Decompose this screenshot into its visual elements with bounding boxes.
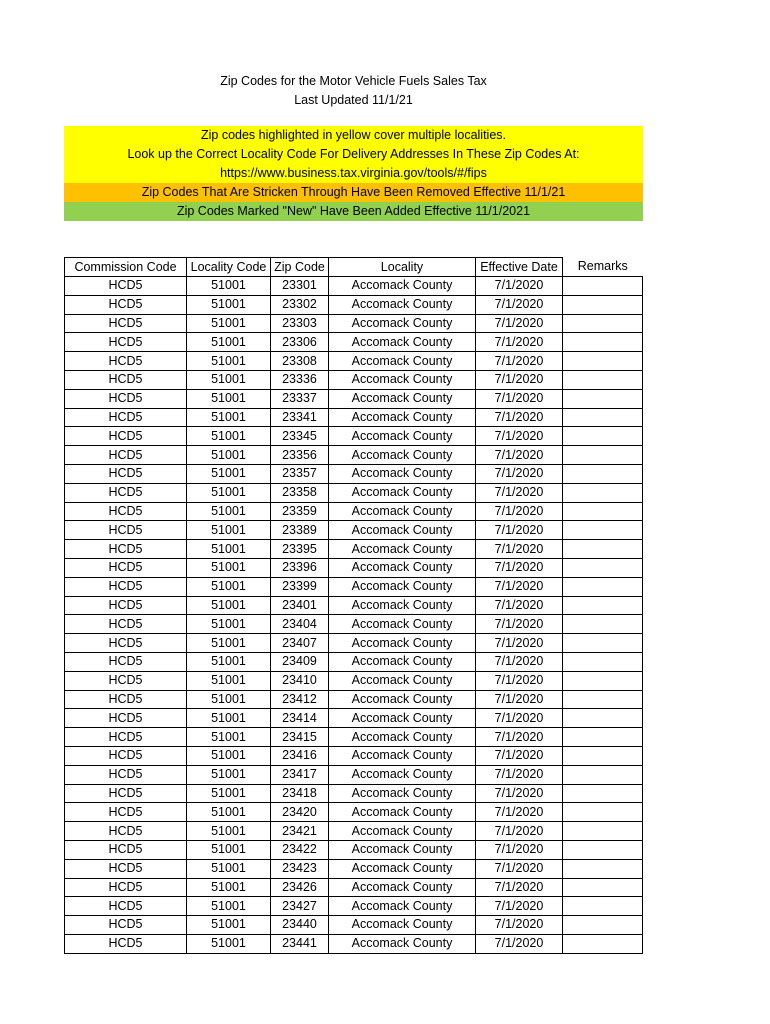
locality-code-cell: 51001 <box>187 671 271 690</box>
locality-cell: Accomack County <box>329 878 476 897</box>
effective-date-cell: 7/1/2020 <box>476 803 563 822</box>
locality-cell: Accomack County <box>329 540 476 559</box>
remarks-cell <box>563 822 643 841</box>
commission-code-cell: HCD5 <box>65 558 187 577</box>
table-row <box>65 577 643 596</box>
document-title: Zip Codes for the Motor Vehicle Fuels Sales Tax <box>220 74 487 88</box>
table-row <box>65 784 643 803</box>
zip-code-cell: 23396 <box>271 558 329 577</box>
effective-date-cell: 7/1/2020 <box>476 333 563 352</box>
remarks-cell <box>563 314 643 333</box>
column-header: Effective Date <box>476 258 563 277</box>
remarks-cell <box>563 483 643 502</box>
orange-notice-banner: Zip Codes That Are Stricken Through Have Been Removed Effective 11/1/21 <box>64 183 643 202</box>
zip-code-cell: 23415 <box>271 728 329 747</box>
zip-code-cell: 23341 <box>271 408 329 427</box>
locality-code-cell: 51001 <box>187 314 271 333</box>
table-row <box>65 521 643 540</box>
effective-date-cell: 7/1/2020 <box>476 352 563 371</box>
locality-cell: Accomack County <box>329 596 476 615</box>
commission-code-cell: HCD5 <box>65 803 187 822</box>
commission-code-cell: HCD5 <box>65 916 187 935</box>
commission-code-cell: HCD5 <box>65 483 187 502</box>
remarks-cell <box>563 502 643 521</box>
locality-code-cell: 51001 <box>187 897 271 916</box>
locality-code-cell: 51001 <box>187 352 271 371</box>
remarks-cell <box>563 878 643 897</box>
table-row <box>65 370 643 389</box>
remarks-cell <box>563 765 643 784</box>
table-row <box>65 502 643 521</box>
locality-code-cell: 51001 <box>187 295 271 314</box>
remarks-cell <box>563 671 643 690</box>
commission-code-cell: HCD5 <box>65 352 187 371</box>
locality-code-cell: 51001 <box>187 765 271 784</box>
effective-date-cell: 7/1/2020 <box>476 389 563 408</box>
table-row <box>65 352 643 371</box>
effective-date-cell: 7/1/2020 <box>476 916 563 935</box>
commission-code-cell: HCD5 <box>65 596 187 615</box>
remarks-cell <box>563 690 643 709</box>
locality-code-cell: 51001 <box>187 596 271 615</box>
zip-code-cell: 23417 <box>271 765 329 784</box>
locality-cell: Accomack County <box>329 446 476 465</box>
locality-cell: Accomack County <box>329 784 476 803</box>
table-row <box>65 408 643 427</box>
column-header: Zip Code <box>271 258 329 277</box>
commission-code-cell: HCD5 <box>65 408 187 427</box>
commission-code-cell: HCD5 <box>65 671 187 690</box>
table-row <box>65 540 643 559</box>
commission-code-cell: HCD5 <box>65 652 187 671</box>
zip-code-cell: 23301 <box>271 277 329 296</box>
table-row <box>65 652 643 671</box>
zip-code-cell: 23358 <box>271 483 329 502</box>
table-row <box>65 615 643 634</box>
effective-date-cell: 7/1/2020 <box>476 577 563 596</box>
locality-cell: Accomack County <box>329 840 476 859</box>
commission-code-cell: HCD5 <box>65 822 187 841</box>
effective-date-cell: 7/1/2020 <box>476 277 563 296</box>
locality-cell: Accomack County <box>329 934 476 953</box>
commission-code-cell: HCD5 <box>65 746 187 765</box>
locality-cell: Accomack County <box>329 333 476 352</box>
remarks-cell <box>563 840 643 859</box>
zip-code-cell: 23303 <box>271 314 329 333</box>
remarks-cell <box>563 333 643 352</box>
remarks-cell <box>563 709 643 728</box>
locality-cell: Accomack County <box>329 277 476 296</box>
locality-cell: Accomack County <box>329 822 476 841</box>
remarks-cell <box>563 596 643 615</box>
locality-cell: Accomack County <box>329 464 476 483</box>
effective-date-cell: 7/1/2020 <box>476 859 563 878</box>
locality-code-cell: 51001 <box>187 634 271 653</box>
effective-date-cell: 7/1/2020 <box>476 502 563 521</box>
locality-cell: Accomack County <box>329 652 476 671</box>
locality-code-cell: 51001 <box>187 728 271 747</box>
commission-code-cell: HCD5 <box>65 615 187 634</box>
zip-code-cell: 23426 <box>271 878 329 897</box>
locality-cell: Accomack County <box>329 897 476 916</box>
locality-code-cell: 51001 <box>187 916 271 935</box>
locality-code-cell: 51001 <box>187 502 271 521</box>
locality-code-cell: 51001 <box>187 577 271 596</box>
table-row <box>65 746 643 765</box>
locality-code-cell: 51001 <box>187 540 271 559</box>
remarks-cell <box>563 859 643 878</box>
locality-code-cell: 51001 <box>187 934 271 953</box>
effective-date-cell: 7/1/2020 <box>476 765 563 784</box>
commission-code-cell: HCD5 <box>65 634 187 653</box>
zip-code-cell: 23414 <box>271 709 329 728</box>
commission-code-cell: HCD5 <box>65 878 187 897</box>
locality-code-cell: 51001 <box>187 840 271 859</box>
effective-date-cell: 7/1/2020 <box>476 596 563 615</box>
locality-cell: Accomack County <box>329 916 476 935</box>
locality-code-cell: 51001 <box>187 615 271 634</box>
commission-code-cell: HCD5 <box>65 540 187 559</box>
effective-date-cell: 7/1/2020 <box>476 370 563 389</box>
locality-code-cell: 51001 <box>187 277 271 296</box>
table-row <box>65 483 643 502</box>
column-header: Locality Code <box>187 258 271 277</box>
zip-code-cell: 23422 <box>271 840 329 859</box>
locality-code-cell: 51001 <box>187 652 271 671</box>
locality-cell: Accomack County <box>329 634 476 653</box>
zip-code-cell: 23412 <box>271 690 329 709</box>
table-row <box>65 314 643 333</box>
commission-code-cell: HCD5 <box>65 577 187 596</box>
zip-code-cell: 23306 <box>271 333 329 352</box>
locality-code-cell: 51001 <box>187 859 271 878</box>
locality-code-cell: 51001 <box>187 746 271 765</box>
commission-code-cell: HCD5 <box>65 784 187 803</box>
remarks-cell <box>563 521 643 540</box>
commission-code-cell: HCD5 <box>65 446 187 465</box>
yellow-notice-line: Zip codes highlighted in yellow cover multiple localities. <box>200 128 506 142</box>
effective-date-cell: 7/1/2020 <box>476 464 563 483</box>
effective-date-cell: 7/1/2020 <box>476 314 563 333</box>
table-body <box>65 277 643 954</box>
locality-code-cell: 51001 <box>187 464 271 483</box>
locality-code-cell: 51001 <box>187 389 271 408</box>
commission-code-cell: HCD5 <box>65 295 187 314</box>
commission-code-cell: HCD5 <box>65 521 187 540</box>
column-header: Remarks <box>563 258 643 277</box>
remarks-cell <box>563 446 643 465</box>
effective-date-cell: 7/1/2020 <box>476 897 563 916</box>
table-header-row <box>65 258 643 277</box>
effective-date-cell: 7/1/2020 <box>476 709 563 728</box>
locality-cell: Accomack County <box>329 859 476 878</box>
effective-date-cell: 7/1/2020 <box>476 634 563 653</box>
table-row <box>65 333 643 352</box>
table-row <box>65 427 643 446</box>
table-row <box>65 558 643 577</box>
commission-code-cell: HCD5 <box>65 314 187 333</box>
remarks-cell <box>563 916 643 935</box>
fips-lookup-link[interactable]: https://www.business.tax.virginia.gov/tools/#/fips <box>220 166 487 180</box>
commission-code-cell: HCD5 <box>65 370 187 389</box>
remarks-cell <box>563 408 643 427</box>
table-row <box>65 822 643 841</box>
remarks-cell <box>563 295 643 314</box>
locality-cell: Accomack County <box>329 502 476 521</box>
zip-code-table <box>64 257 643 954</box>
effective-date-cell: 7/1/2020 <box>476 615 563 634</box>
zip-code-cell: 23441 <box>271 934 329 953</box>
effective-date-cell: 7/1/2020 <box>476 784 563 803</box>
remarks-cell <box>563 634 643 653</box>
locality-code-cell: 51001 <box>187 370 271 389</box>
locality-cell: Accomack County <box>329 314 476 333</box>
locality-code-cell: 51001 <box>187 784 271 803</box>
locality-cell: Accomack County <box>329 803 476 822</box>
effective-date-cell: 7/1/2020 <box>476 746 563 765</box>
effective-date-cell: 7/1/2020 <box>476 822 563 841</box>
yellow-notice-line: Look up the Correct Locality Code For Delivery Addresses In These Zip Codes At: <box>127 147 580 161</box>
zip-code-cell: 23399 <box>271 577 329 596</box>
effective-date-cell: 7/1/2020 <box>476 878 563 897</box>
zip-code-cell: 23427 <box>271 897 329 916</box>
locality-code-cell: 51001 <box>187 803 271 822</box>
effective-date-cell: 7/1/2020 <box>476 840 563 859</box>
zip-code-cell: 23336 <box>271 370 329 389</box>
remarks-cell <box>563 352 643 371</box>
locality-cell: Accomack County <box>329 746 476 765</box>
commission-code-cell: HCD5 <box>65 934 187 953</box>
locality-cell: Accomack County <box>329 558 476 577</box>
locality-cell: Accomack County <box>329 615 476 634</box>
table-row <box>65 446 643 465</box>
locality-code-cell: 51001 <box>187 483 271 502</box>
remarks-cell <box>563 558 643 577</box>
table-row <box>65 878 643 897</box>
effective-date-cell: 7/1/2020 <box>476 483 563 502</box>
zip-code-cell: 23404 <box>271 615 329 634</box>
remarks-cell <box>563 370 643 389</box>
yellow-notice-banner <box>64 126 643 183</box>
zip-code-cell: 23409 <box>271 652 329 671</box>
commission-code-cell: HCD5 <box>65 690 187 709</box>
commission-code-cell: HCD5 <box>65 389 187 408</box>
remarks-cell <box>563 464 643 483</box>
locality-cell: Accomack County <box>329 690 476 709</box>
table-row <box>65 671 643 690</box>
table-row <box>65 389 643 408</box>
commission-code-cell: HCD5 <box>65 427 187 446</box>
zip-code-cell: 23359 <box>271 502 329 521</box>
table-row <box>65 840 643 859</box>
zip-code-cell: 23440 <box>271 916 329 935</box>
zip-code-cell: 23416 <box>271 746 329 765</box>
table-row <box>65 765 643 784</box>
zip-code-cell: 23337 <box>271 389 329 408</box>
locality-cell: Accomack County <box>329 709 476 728</box>
zip-code-cell: 23423 <box>271 859 329 878</box>
commission-code-cell: HCD5 <box>65 897 187 916</box>
locality-cell: Accomack County <box>329 408 476 427</box>
locality-code-cell: 51001 <box>187 333 271 352</box>
table-row <box>65 277 643 296</box>
commission-code-cell: HCD5 <box>65 277 187 296</box>
locality-code-cell: 51001 <box>187 878 271 897</box>
table-row <box>65 859 643 878</box>
remarks-cell <box>563 277 643 296</box>
locality-cell: Accomack County <box>329 577 476 596</box>
zip-code-cell: 23389 <box>271 521 329 540</box>
commission-code-cell: HCD5 <box>65 728 187 747</box>
locality-code-cell: 51001 <box>187 446 271 465</box>
locality-cell: Accomack County <box>329 483 476 502</box>
effective-date-cell: 7/1/2020 <box>476 690 563 709</box>
locality-cell: Accomack County <box>329 521 476 540</box>
remarks-cell <box>563 577 643 596</box>
commission-code-cell: HCD5 <box>65 464 187 483</box>
locality-code-cell: 51001 <box>187 822 271 841</box>
zip-code-cell: 23345 <box>271 427 329 446</box>
commission-code-cell: HCD5 <box>65 840 187 859</box>
table-row <box>65 295 643 314</box>
commission-code-cell: HCD5 <box>65 765 187 784</box>
effective-date-cell: 7/1/2020 <box>476 521 563 540</box>
effective-date-cell: 7/1/2020 <box>476 295 563 314</box>
locality-cell: Accomack County <box>329 728 476 747</box>
effective-date-cell: 7/1/2020 <box>476 408 563 427</box>
column-header: Locality <box>329 258 476 277</box>
zip-code-cell: 23308 <box>271 352 329 371</box>
zip-code-cell: 23410 <box>271 671 329 690</box>
commission-code-cell: HCD5 <box>65 859 187 878</box>
effective-date-cell: 7/1/2020 <box>476 934 563 953</box>
document-header <box>0 72 707 110</box>
table-row <box>65 897 643 916</box>
last-updated: Last Updated 11/1/21 <box>294 93 413 107</box>
locality-code-cell: 51001 <box>187 709 271 728</box>
remarks-cell <box>563 652 643 671</box>
green-notice-banner: Zip Codes Marked "New" Have Been Added Effective 11/1/2021 <box>64 202 643 221</box>
locality-cell: Accomack County <box>329 389 476 408</box>
commission-code-cell: HCD5 <box>65 333 187 352</box>
remarks-cell <box>563 746 643 765</box>
zip-code-cell: 23420 <box>271 803 329 822</box>
zip-code-cell: 23407 <box>271 634 329 653</box>
column-header: Commission Code <box>65 258 187 277</box>
locality-cell: Accomack County <box>329 671 476 690</box>
effective-date-cell: 7/1/2020 <box>476 671 563 690</box>
commission-code-cell: HCD5 <box>65 709 187 728</box>
zip-code-cell: 23421 <box>271 822 329 841</box>
zip-code-cell: 23418 <box>271 784 329 803</box>
locality-cell: Accomack County <box>329 765 476 784</box>
table-row <box>65 934 643 953</box>
effective-date-cell: 7/1/2020 <box>476 558 563 577</box>
table-row <box>65 709 643 728</box>
locality-code-cell: 51001 <box>187 408 271 427</box>
locality-cell: Accomack County <box>329 295 476 314</box>
zip-code-cell: 23302 <box>271 295 329 314</box>
table-row <box>65 728 643 747</box>
table-row <box>65 464 643 483</box>
locality-cell: Accomack County <box>329 427 476 446</box>
zip-code-cell: 23401 <box>271 596 329 615</box>
locality-cell: Accomack County <box>329 352 476 371</box>
effective-date-cell: 7/1/2020 <box>476 446 563 465</box>
remarks-cell <box>563 934 643 953</box>
table-row <box>65 803 643 822</box>
locality-code-cell: 51001 <box>187 558 271 577</box>
remarks-cell <box>563 803 643 822</box>
commission-code-cell: HCD5 <box>65 502 187 521</box>
effective-date-cell: 7/1/2020 <box>476 652 563 671</box>
locality-code-cell: 51001 <box>187 427 271 446</box>
remarks-cell <box>563 784 643 803</box>
zip-code-cell: 23395 <box>271 540 329 559</box>
remarks-cell <box>563 615 643 634</box>
effective-date-cell: 7/1/2020 <box>476 540 563 559</box>
table-row <box>65 690 643 709</box>
remarks-cell <box>563 389 643 408</box>
table-row <box>65 596 643 615</box>
locality-code-cell: 51001 <box>187 690 271 709</box>
zip-code-cell: 23357 <box>271 464 329 483</box>
effective-date-cell: 7/1/2020 <box>476 728 563 747</box>
locality-code-cell: 51001 <box>187 521 271 540</box>
remarks-cell <box>563 897 643 916</box>
remarks-cell <box>563 540 643 559</box>
locality-cell: Accomack County <box>329 370 476 389</box>
remarks-cell <box>563 427 643 446</box>
zip-code-cell: 23356 <box>271 446 329 465</box>
effective-date-cell: 7/1/2020 <box>476 427 563 446</box>
table-row <box>65 634 643 653</box>
table-row <box>65 916 643 935</box>
remarks-cell <box>563 728 643 747</box>
